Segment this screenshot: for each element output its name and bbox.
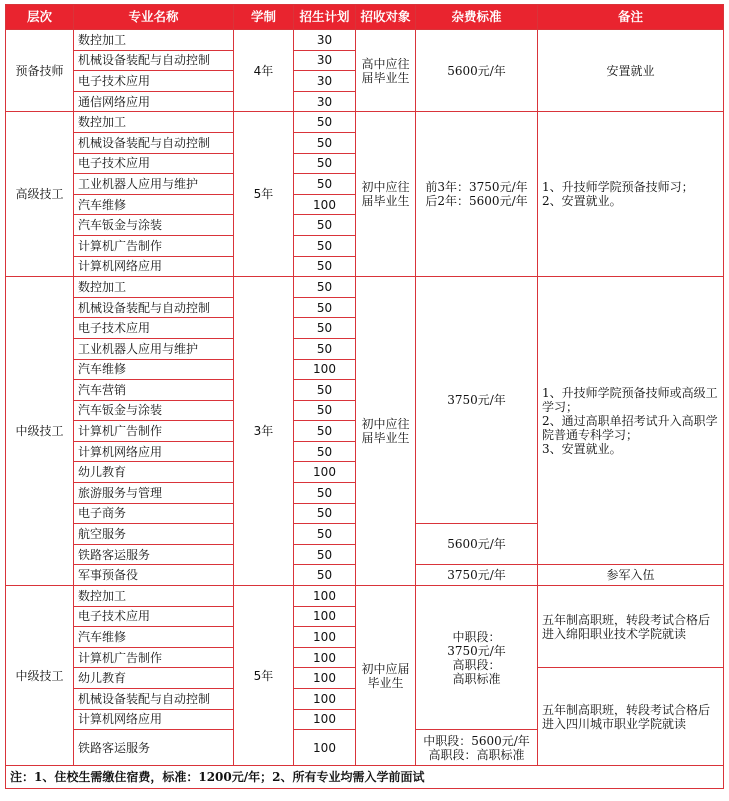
header-level: 层次	[6, 5, 74, 30]
header-plan: 招生计划	[294, 5, 356, 30]
duration-cell: 4年	[234, 30, 294, 112]
remark-cell: 五年制高职班，转段考试合格后进入四川城市职业学院就读	[538, 668, 724, 766]
header-major: 专业名称	[74, 5, 234, 30]
duration-cell: 5年	[234, 586, 294, 766]
plan-cell: 50	[294, 318, 356, 339]
major-cell: 计算机广告制作	[74, 235, 234, 256]
table-row	[6, 277, 724, 298]
plan-cell: 50	[294, 565, 356, 586]
plan-cell: 50	[294, 483, 356, 504]
major-cell: 旅游服务与管理	[74, 483, 234, 504]
footnote: 注：1、住校生需缴住宿费，标准：1200元/年；2、所有专业均需入学前面试	[6, 766, 724, 789]
duration-cell: 5年	[234, 112, 294, 277]
note-row	[6, 766, 724, 789]
plan-cell: 50	[294, 153, 356, 174]
major-cell: 计算机网络应用	[74, 441, 234, 462]
plan-cell: 100	[294, 606, 356, 627]
fee-cell: 3750元/年	[416, 277, 538, 524]
major-cell: 机械设备装配与自动控制	[74, 50, 234, 71]
major-cell: 电子技术应用	[74, 606, 234, 627]
major-cell: 电子商务	[74, 503, 234, 524]
remark-cell-military: 参军入伍	[538, 565, 724, 586]
plan-cell: 50	[294, 441, 356, 462]
major-cell: 通信网络应用	[74, 91, 234, 112]
plan-cell: 50	[294, 503, 356, 524]
major-cell: 数控加工	[74, 30, 234, 51]
remark-cell: 安置就业	[538, 30, 724, 112]
major-cell: 铁路客运服务	[74, 730, 234, 766]
plan-cell: 50	[294, 338, 356, 359]
major-cell: 机械设备装配与自动控制	[74, 132, 234, 153]
major-cell: 汽车维修	[74, 359, 234, 380]
table-row	[6, 112, 724, 133]
remark-cell: 1、升技师学院预备技师或高级工学习； 2、通过高职单招考试升入高职学院普通专科学习； 3、安置就业。	[538, 277, 724, 565]
table-row	[6, 30, 724, 51]
duration-cell: 3年	[234, 277, 294, 586]
plan-cell: 50	[294, 297, 356, 318]
major-cell: 幼儿教育	[74, 462, 234, 483]
fee-cell: 前3年：3750元/年 后2年：5600元/年	[416, 112, 538, 277]
header-duration: 学制	[234, 5, 294, 30]
remark-cell: 五年制高职班，转段考试合格后进入绵阳职业技术学院就读	[538, 586, 724, 668]
major-cell: 数控加工	[74, 112, 234, 133]
major-cell: 幼儿教育	[74, 668, 234, 689]
target-cell: 初中应往届毕业生	[356, 277, 416, 586]
plan-cell: 50	[294, 421, 356, 442]
major-cell: 机械设备装配与自动控制	[74, 297, 234, 318]
plan-cell: 50	[294, 524, 356, 545]
plan-cell: 50	[294, 256, 356, 277]
plan-cell: 50	[294, 112, 356, 133]
plan-cell: 50	[294, 215, 356, 236]
major-cell: 计算机网络应用	[74, 256, 234, 277]
plan-cell: 100	[294, 668, 356, 689]
target-cell: 高中应往届毕业生	[356, 30, 416, 112]
plan-cell: 50	[294, 380, 356, 401]
plan-cell: 100	[294, 359, 356, 380]
major-cell: 电子技术应用	[74, 318, 234, 339]
major-cell: 数控加工	[74, 586, 234, 607]
major-cell: 军事预备役	[74, 565, 234, 586]
enrollment-table-container	[5, 4, 723, 789]
table-row	[6, 586, 724, 607]
plan-cell: 100	[294, 462, 356, 483]
enrollment-plan-table	[5, 4, 724, 789]
major-cell: 计算机广告制作	[74, 647, 234, 668]
target-cell: 初中应往届毕业生	[356, 112, 416, 277]
major-cell: 工业机器人应用与维护	[74, 338, 234, 359]
plan-cell: 50	[294, 174, 356, 195]
plan-cell: 30	[294, 91, 356, 112]
plan-cell: 100	[294, 627, 356, 648]
major-cell: 计算机广告制作	[74, 421, 234, 442]
plan-cell: 50	[294, 132, 356, 153]
header-row	[6, 5, 724, 30]
fee-cell: 5600元/年	[416, 30, 538, 112]
plan-cell: 50	[294, 544, 356, 565]
level-cell: 预备技师	[6, 30, 74, 112]
major-cell: 工业机器人应用与维护	[74, 174, 234, 195]
header-fee: 杂费标准	[416, 5, 538, 30]
major-cell: 汽车营销	[74, 380, 234, 401]
major-cell: 数控加工	[74, 277, 234, 298]
major-cell: 电子技术应用	[74, 71, 234, 92]
fee-cell-military: 3750元/年	[416, 565, 538, 586]
major-cell: 汽车维修	[74, 627, 234, 648]
header-remark: 备注	[538, 5, 724, 30]
major-cell: 计算机网络应用	[74, 709, 234, 730]
major-cell: 汽车钣金与涂装	[74, 400, 234, 421]
major-cell: 汽车钣金与涂装	[74, 215, 234, 236]
level-cell: 中级技工	[6, 277, 74, 586]
plan-cell: 100	[294, 709, 356, 730]
plan-cell: 100	[294, 194, 356, 215]
plan-cell: 50	[294, 400, 356, 421]
major-cell: 电子技术应用	[74, 153, 234, 174]
major-cell: 航空服务	[74, 524, 234, 545]
major-cell: 机械设备装配与自动控制	[74, 689, 234, 710]
plan-cell: 30	[294, 30, 356, 51]
plan-cell: 30	[294, 50, 356, 71]
fee-cell: 中职段： 3750元/年 高职段： 高职标准	[416, 586, 538, 730]
fee-cell-last: 中职段：5600元/年 高职段：高职标准	[416, 730, 538, 766]
fee-cell-aviation: 5600元/年	[416, 524, 538, 565]
plan-cell: 100	[294, 647, 356, 668]
plan-cell: 50	[294, 235, 356, 256]
plan-cell: 100	[294, 689, 356, 710]
remark-cell: 1、升技师学院预备技师习； 2、安置就业。	[538, 112, 724, 277]
level-cell: 中级技工	[6, 586, 74, 766]
plan-cell: 30	[294, 71, 356, 92]
target-cell: 初中应届毕业生	[356, 586, 416, 766]
header-target: 招收对象	[356, 5, 416, 30]
level-cell: 高级技工	[6, 112, 74, 277]
major-cell: 汽车维修	[74, 194, 234, 215]
plan-cell: 100	[294, 586, 356, 607]
plan-cell: 50	[294, 277, 356, 298]
major-cell: 铁路客运服务	[74, 544, 234, 565]
plan-cell: 100	[294, 730, 356, 766]
